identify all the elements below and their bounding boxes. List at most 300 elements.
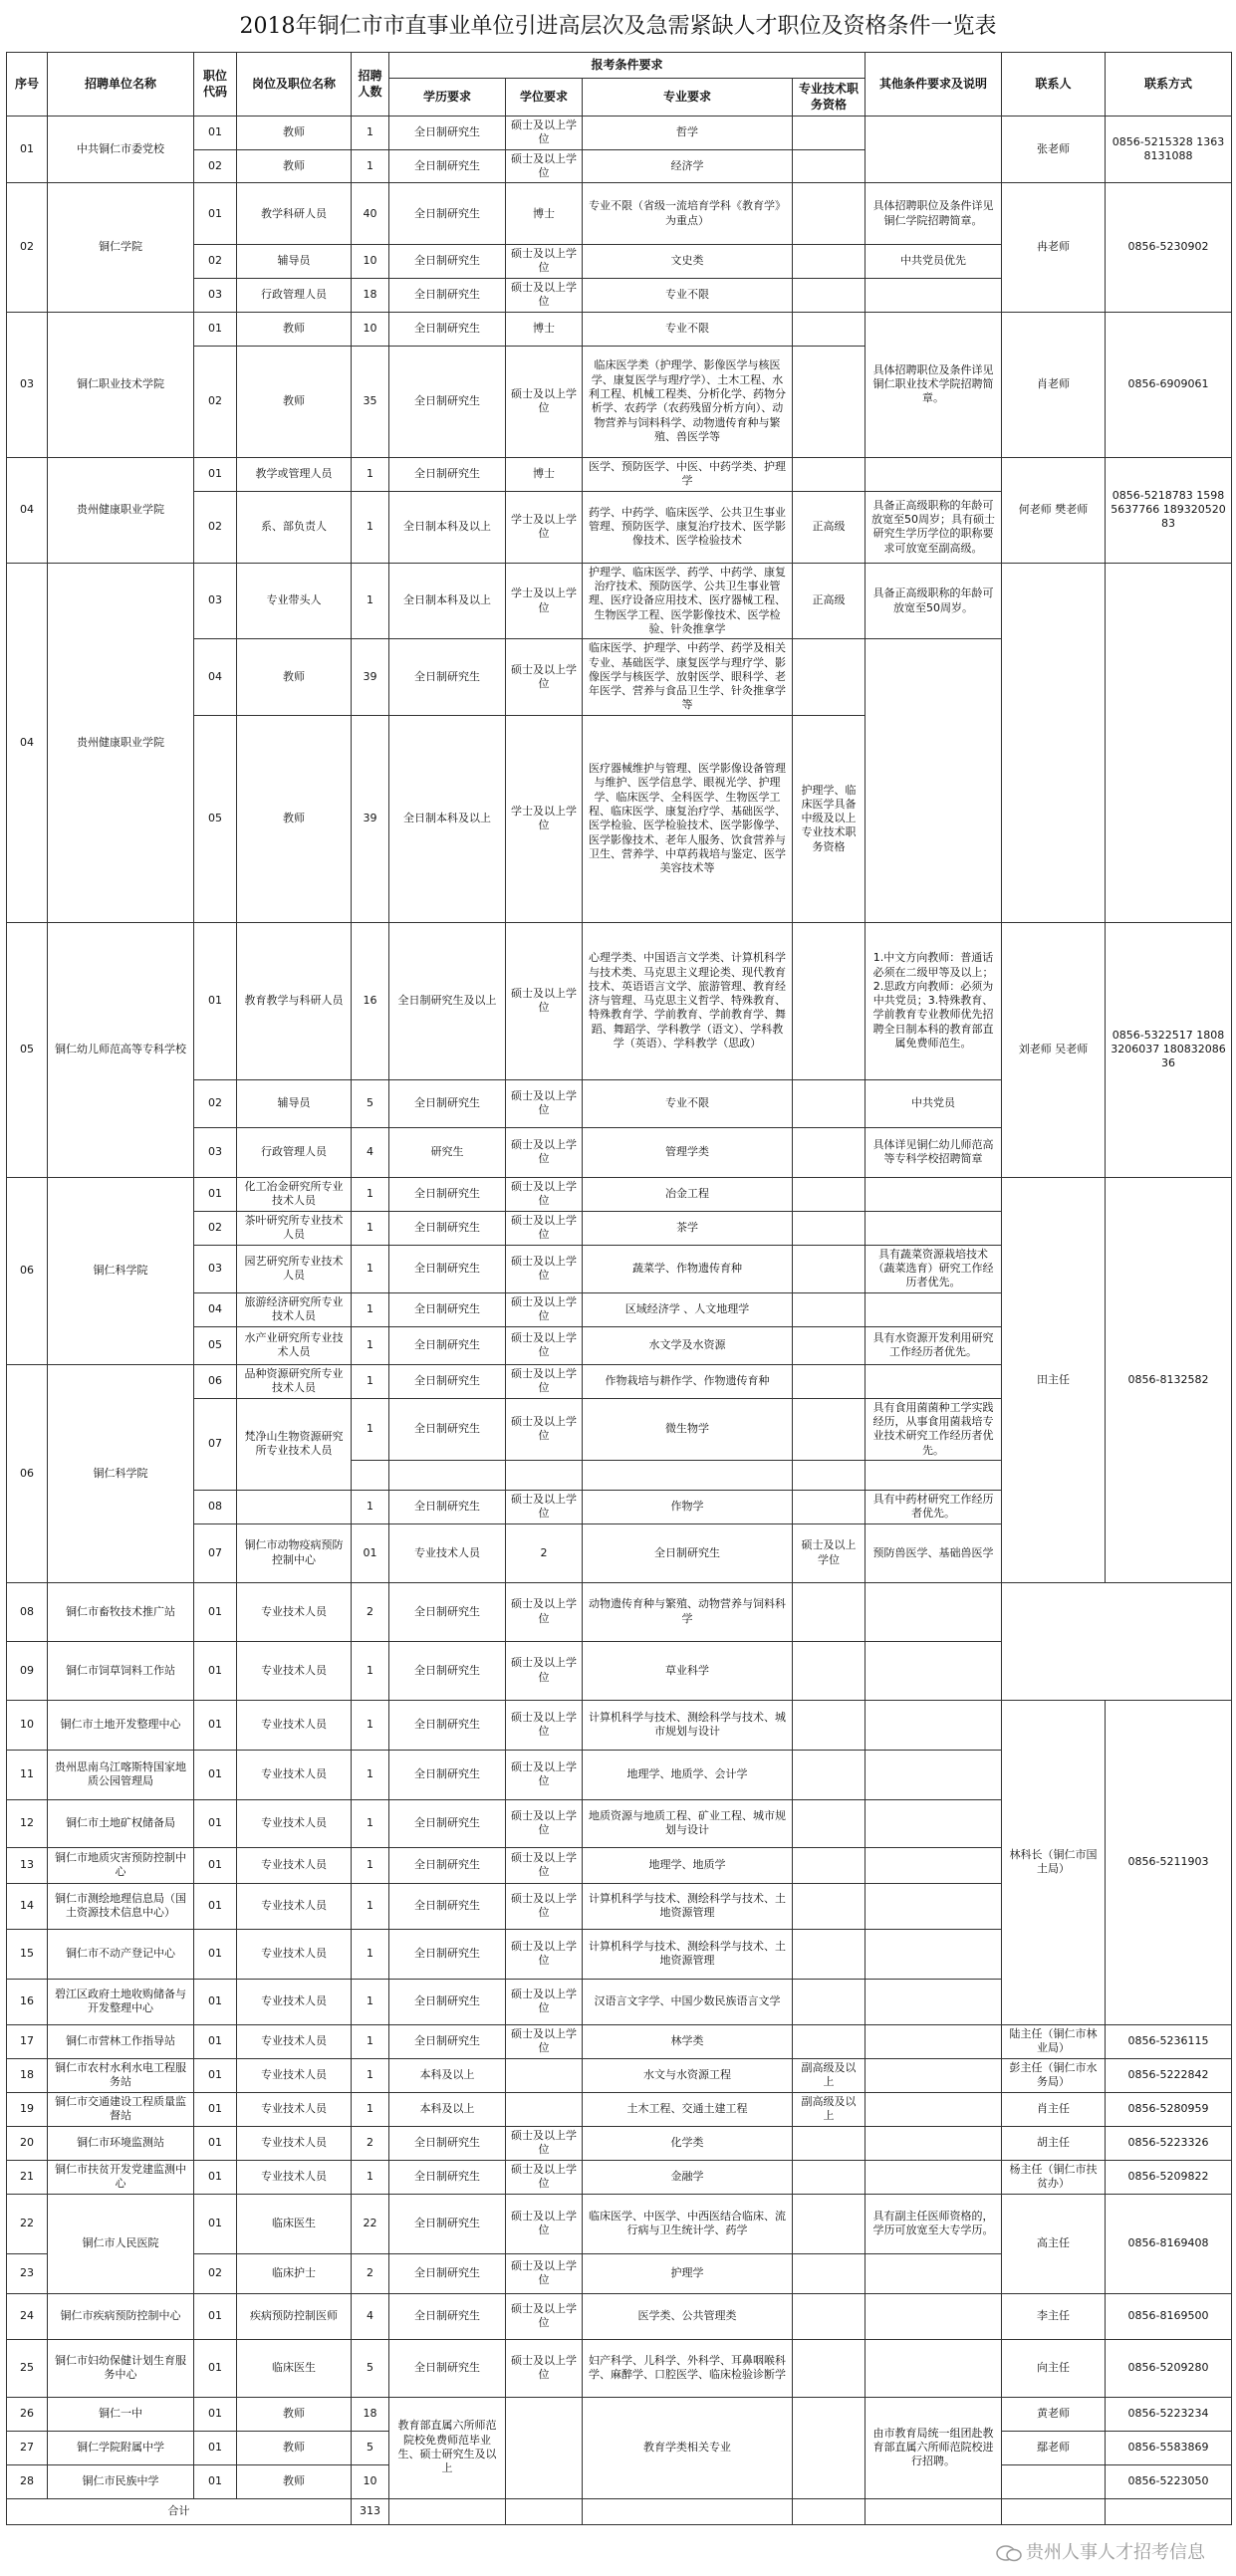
table-cell: 全日制研究生 bbox=[389, 1177, 506, 1211]
table-cell: 硕士及以上学位 bbox=[506, 1700, 583, 1750]
header-cell: 职位代码 bbox=[194, 53, 237, 117]
table-cell bbox=[793, 346, 865, 457]
table-cell bbox=[793, 1641, 865, 1700]
table-cell: 本科及以上 bbox=[389, 2092, 506, 2126]
table-cell bbox=[865, 2498, 1002, 2524]
table-cell bbox=[865, 457, 1002, 491]
table-cell: 硕士及以上学位 bbox=[506, 2194, 583, 2253]
table-row bbox=[7, 2092, 1232, 2126]
table-cell: 全日制研究生 bbox=[389, 1582, 506, 1641]
table-cell: 1 bbox=[352, 149, 389, 183]
table-cell: 杨主任（铜仁市扶贫办） bbox=[1002, 2160, 1106, 2194]
table-cell: 博士 bbox=[506, 312, 583, 346]
table-cell: 铜仁市农村水利水电工程服务站 bbox=[48, 2058, 194, 2092]
table-row bbox=[7, 312, 1232, 346]
table-cell bbox=[793, 2024, 865, 2058]
table-cell: 教师 bbox=[237, 2431, 352, 2464]
table-cell: 全日制研究生 bbox=[389, 1929, 506, 1979]
table-cell: 0856-5236115 bbox=[1106, 2024, 1232, 2058]
table-cell: 铜仁市营林工作指导站 bbox=[48, 2024, 194, 2058]
table-cell: 硕士及以上学位 bbox=[506, 278, 583, 312]
header-cell: 其他条件要求及说明 bbox=[865, 53, 1002, 117]
table-cell: 全日制研究生 bbox=[389, 2293, 506, 2339]
table-cell: 全日制研究生 bbox=[389, 245, 506, 279]
table-cell: 0856-5209280 bbox=[1106, 2339, 1232, 2397]
table-cell: 07 bbox=[194, 1523, 237, 1582]
table-cell: 全日制研究生 bbox=[389, 117, 506, 150]
table-cell: 10 bbox=[7, 1700, 48, 1750]
table-cell: 1 bbox=[352, 1398, 389, 1460]
table-cell: 28 bbox=[7, 2464, 48, 2498]
table-cell: 1 bbox=[352, 117, 389, 150]
table-cell: 02 bbox=[194, 2253, 237, 2293]
table-cell: 临床护士 bbox=[237, 2253, 352, 2293]
table-cell: 医学、预防医学、中医、中药学类、护理学 bbox=[583, 457, 793, 491]
table-cell: 0856-6909061 bbox=[1106, 312, 1232, 457]
table-row bbox=[7, 117, 1232, 150]
table-cell: 硕士及以上学位 bbox=[506, 1641, 583, 1700]
table-cell: 13 bbox=[7, 1847, 48, 1883]
table-cell: 何老师 樊老师 bbox=[1002, 457, 1106, 563]
table-cell bbox=[506, 2058, 583, 2092]
table-cell: 化工冶金研究所专业技术人员 bbox=[237, 1177, 352, 1211]
header-cell: 报考条件要求 bbox=[389, 53, 865, 79]
header-cell: 序号 bbox=[7, 53, 48, 117]
table-cell: 02 bbox=[194, 149, 237, 183]
table-row bbox=[7, 2194, 1232, 2253]
table-cell: 正高级 bbox=[793, 563, 865, 638]
header-cell: 岗位及职位名称 bbox=[237, 53, 352, 117]
table-cell: 全日制研究生 bbox=[389, 2160, 506, 2194]
table-cell: 经济学 bbox=[583, 149, 793, 183]
table-cell: 地理学、地质学、会计学 bbox=[583, 1750, 793, 1799]
table-cell: 蔬菜学、作物遗传育种 bbox=[583, 1245, 793, 1292]
table-cell: 正高级 bbox=[793, 491, 865, 563]
table-cell: 铜仁学院 bbox=[48, 183, 194, 313]
table-cell: 作物学 bbox=[583, 1490, 793, 1523]
table-cell: 土木工程、交通土建工程 bbox=[583, 2092, 793, 2126]
table-cell: 0856-8132582 bbox=[1106, 1177, 1232, 1582]
table-cell bbox=[865, 2293, 1002, 2339]
wechat-icon bbox=[996, 2544, 1022, 2562]
table-cell: 硕士及以上学位 bbox=[506, 1929, 583, 1979]
table-cell: 彭主任（铜仁市水务局） bbox=[1002, 2058, 1106, 2092]
table-cell: 硕士及以上学位 bbox=[506, 1750, 583, 1799]
table-cell: 田主任 bbox=[1002, 1177, 1106, 1582]
table-cell: 01 bbox=[194, 1750, 237, 1799]
table-cell bbox=[865, 1177, 1002, 1211]
table-cell bbox=[793, 1398, 865, 1460]
table-cell bbox=[793, 1127, 865, 1177]
table-cell: 园艺研究所专业技术人员 bbox=[237, 1245, 352, 1292]
table-cell: 教师 bbox=[237, 312, 352, 346]
table-cell: 全日制研究生及以上 bbox=[389, 922, 506, 1079]
table-cell: 全日制研究生 bbox=[389, 346, 506, 457]
table-cell: 辅导员 bbox=[237, 1079, 352, 1127]
table-cell: 水产业研究所专业技术人员 bbox=[237, 1326, 352, 1364]
table-cell: 08 bbox=[7, 1582, 48, 1641]
table-cell: 04 bbox=[194, 639, 237, 715]
table-cell: 教师 bbox=[237, 715, 352, 922]
table-cell bbox=[389, 2498, 506, 2524]
table-cell: 02 bbox=[7, 183, 48, 313]
table-cell: 铜仁市环境监测站 bbox=[48, 2126, 194, 2160]
table-cell: 全日制研究生 bbox=[389, 2126, 506, 2160]
table-cell: 01 bbox=[194, 2058, 237, 2092]
table-cell: 专业技术人员 bbox=[237, 2092, 352, 2126]
table-cell: 张老师 bbox=[1002, 117, 1106, 183]
table-cell: 水文与水资源工程 bbox=[583, 2058, 793, 2092]
table-row bbox=[7, 2339, 1232, 2397]
table-cell: 本科及以上 bbox=[389, 2058, 506, 2092]
table-cell: 1 bbox=[352, 457, 389, 491]
table-row bbox=[7, 2126, 1232, 2160]
table-cell: 01 bbox=[194, 2092, 237, 2126]
table-cell: 01 bbox=[194, 922, 237, 1079]
table-cell: 21 bbox=[7, 2160, 48, 2194]
table-cell bbox=[793, 2194, 865, 2253]
table-cell: 01 bbox=[194, 1883, 237, 1929]
table-cell: 护理学、临床医学具备中级及以上专业技术职务资格 bbox=[793, 715, 865, 922]
table-cell bbox=[793, 1079, 865, 1127]
table-cell: 计算机科学与技术、测绘科学与技术、土地资源管理 bbox=[583, 1883, 793, 1929]
table-cell bbox=[793, 1979, 865, 2024]
table-cell: 硕士及以上学位 bbox=[506, 1079, 583, 1127]
table-cell: 0856-5218783 15985637766 18932052083 bbox=[1106, 457, 1232, 563]
table-cell: 全日制本科及以上 bbox=[389, 563, 506, 638]
table-cell: 01 bbox=[7, 117, 48, 183]
table-cell bbox=[793, 1582, 865, 1641]
table-cell: 05 bbox=[194, 1326, 237, 1364]
table-cell bbox=[389, 1460, 506, 1490]
table-cell: 0856-5223050 bbox=[1106, 2464, 1232, 2498]
table-cell: 铜仁市疾病预防控制中心 bbox=[48, 2293, 194, 2339]
table-row bbox=[7, 922, 1232, 1079]
table-cell: 中共党员优先 bbox=[865, 245, 1002, 279]
table-cell: 03 bbox=[194, 278, 237, 312]
table-cell bbox=[793, 1364, 865, 1398]
table-cell: 全日制研究生 bbox=[389, 639, 506, 715]
table-cell: 0856-5211903 bbox=[1106, 1700, 1232, 2024]
table-cell bbox=[506, 2397, 583, 2498]
table-cell bbox=[793, 922, 865, 1079]
table-cell: 全日制研究生 bbox=[389, 2339, 506, 2397]
table-cell: 行政管理人员 bbox=[237, 278, 352, 312]
table-cell: 副高级及以上 bbox=[793, 2092, 865, 2126]
table-cell: 全日制研究生 bbox=[389, 1883, 506, 1929]
table-cell: 全日制研究生 bbox=[389, 1292, 506, 1326]
table-cell: 全日制研究生 bbox=[389, 1211, 506, 1245]
table-cell bbox=[865, 1929, 1002, 1979]
table-cell: 专业不限 bbox=[583, 1079, 793, 1127]
table-cell: 1 bbox=[352, 2024, 389, 2058]
table-cell bbox=[865, 1292, 1002, 1326]
table-cell: 硕士及以上学位 bbox=[506, 2253, 583, 2293]
table-row bbox=[7, 1582, 1232, 1641]
table-cell: 5 bbox=[352, 2431, 389, 2464]
table-cell: 专业技术人员 bbox=[237, 1979, 352, 2024]
table-cell bbox=[506, 2092, 583, 2126]
table-cell: 全日制研究生 bbox=[389, 1398, 506, 1460]
table-cell: 4 bbox=[352, 2293, 389, 2339]
table-cell bbox=[865, 2339, 1002, 2397]
table-cell: 系、部负责人 bbox=[237, 491, 352, 563]
table-cell: 专业不限（省级一流培育学科《教育学》为重点） bbox=[583, 183, 793, 245]
table-cell: 硕士及以上学位 bbox=[506, 1847, 583, 1883]
table-cell: 专业技术人员 bbox=[237, 2160, 352, 2194]
table-cell: 05 bbox=[7, 922, 48, 1177]
table-cell: 0856-5280959 bbox=[1106, 2092, 1232, 2126]
table-cell: 全日制研究生 bbox=[389, 2194, 506, 2253]
table-cell: 01 bbox=[194, 2339, 237, 2397]
table-cell: 草业科学 bbox=[583, 1641, 793, 1700]
table-cell: 全日制研究生 bbox=[389, 1326, 506, 1364]
table-cell bbox=[865, 1799, 1002, 1847]
table-cell: 铜仁市饲草饲料工作站 bbox=[48, 1641, 194, 1700]
table-cell: 管理学类 bbox=[583, 1127, 793, 1177]
table-cell: 06 bbox=[194, 1364, 237, 1398]
table-cell: 辅导员 bbox=[237, 245, 352, 279]
table-cell: 0856-5223234 bbox=[1106, 2397, 1232, 2431]
table-cell: 茶叶研究所专业技术人员 bbox=[237, 1211, 352, 1245]
table-cell: 文史类 bbox=[583, 245, 793, 279]
table-cell: 教师 bbox=[237, 2397, 352, 2431]
table-cell: 肖老师 bbox=[1002, 312, 1106, 457]
table-cell: 林学类 bbox=[583, 2024, 793, 2058]
table-cell: 地理学、地质学 bbox=[583, 1847, 793, 1883]
table-cell bbox=[865, 1883, 1002, 1929]
table-cell: 硕士及以上学位 bbox=[793, 1523, 865, 1582]
table-cell: 硕士及以上学位 bbox=[506, 2160, 583, 2194]
table-cell: 教师 bbox=[237, 117, 352, 150]
table-cell: 行政管理人员 bbox=[237, 1127, 352, 1177]
table-cell: 18 bbox=[7, 2058, 48, 2092]
table-cell: 铜仁市测绘地理信息局（国土资源技术信息中心） bbox=[48, 1883, 194, 1929]
table-cell: 由市教育局统一组团赴教育部直属六所师范院校进行招聘。 bbox=[865, 2397, 1002, 2498]
table-cell: 全日制研究生 bbox=[389, 1079, 506, 1127]
table-cell: 具有水资源开发利用研究工作经历者优先。 bbox=[865, 1326, 1002, 1364]
table-cell: 1 bbox=[352, 2092, 389, 2126]
table-cell: 区域经济学 、人文地理学 bbox=[583, 1292, 793, 1326]
table-cell bbox=[793, 1326, 865, 1364]
table-cell: 19 bbox=[7, 2092, 48, 2126]
table-cell: 01 bbox=[194, 2160, 237, 2194]
table-cell: 铜仁学院附属中学 bbox=[48, 2431, 194, 2464]
table-cell: 5 bbox=[352, 2339, 389, 2397]
table-cell: 金融学 bbox=[583, 2160, 793, 2194]
table-cell bbox=[865, 1700, 1002, 1750]
table-cell bbox=[1002, 2498, 1106, 2524]
table-row bbox=[7, 183, 1232, 245]
table-cell: 17 bbox=[7, 2024, 48, 2058]
table-cell bbox=[1002, 563, 1106, 922]
table-cell: 全日制研究生 bbox=[389, 278, 506, 312]
table-cell: 1 bbox=[352, 1211, 389, 1245]
table-cell: 作物栽培与耕作学、作物遗传育种 bbox=[583, 1364, 793, 1398]
table-cell: 专业不限 bbox=[583, 312, 793, 346]
table-cell: 硕士及以上学位 bbox=[506, 2126, 583, 2160]
table-cell: 1 bbox=[352, 1292, 389, 1326]
table-cell: 林科长（铜仁市国土局） bbox=[1002, 1700, 1106, 2024]
table-cell: 肖主任 bbox=[1002, 2092, 1106, 2126]
table-cell: 23 bbox=[7, 2253, 48, 2293]
table-cell: 2 bbox=[352, 2126, 389, 2160]
table-cell: 冉老师 bbox=[1002, 183, 1106, 313]
table-cell: 妇产科学、儿科学、外科学、耳鼻咽喉科学、麻醉学、口腔医学、临床检验诊断学 bbox=[583, 2339, 793, 2397]
table-cell: 心理学类、中国语言文学类、计算机科学与技术类、马克思主义理论类、现代教育技术、英语语言文学、旅游管理、教育经济与管理、马克思主义哲学、特殊教育、特殊教育学、学前教育、学前教育学、舞蹈、舞蹈学、学科教学（语文）、学科教学（英语）、学科教学（思政） bbox=[583, 922, 793, 1079]
table-cell: 硕士及以上学位 bbox=[506, 2339, 583, 2397]
table-cell bbox=[793, 1460, 865, 1490]
table-cell: 01 bbox=[194, 2024, 237, 2058]
table-cell: 5 bbox=[352, 1079, 389, 1127]
table-cell: 具有中药材研究工作经历者优先。 bbox=[865, 1490, 1002, 1523]
document-title: 2018年铜仁市市直事业单位引进高层次及急需紧缺人才职位及资格条件一览表 bbox=[239, 14, 997, 39]
table-cell: 03 bbox=[194, 1245, 237, 1292]
table-cell: 01 bbox=[194, 2431, 237, 2464]
watermark: 贵州人事人才招考信息 bbox=[996, 2539, 1225, 2567]
table-cell: 08 bbox=[194, 1490, 237, 1523]
table-cell: 汉语言文字学、中国少数民族语言文学 bbox=[583, 1979, 793, 2024]
table-cell: 硕士及以上学位 bbox=[506, 149, 583, 183]
table-cell: 硕士及以上学位 bbox=[506, 1398, 583, 1460]
table-cell: 预防兽医学、基础兽医学 bbox=[865, 1523, 1002, 1582]
table-cell: 全日制研究生 bbox=[389, 1364, 506, 1398]
table-row bbox=[7, 1700, 1232, 1750]
table-cell: 铜仁科学院 bbox=[48, 1364, 194, 1582]
table-cell: 全日制研究生 bbox=[389, 1641, 506, 1700]
table-cell bbox=[793, 1245, 865, 1292]
table-cell: 高主任 bbox=[1002, 2194, 1106, 2293]
table-cell: 16 bbox=[7, 1979, 48, 2024]
table-cell: 01 bbox=[194, 2464, 237, 2498]
table-cell bbox=[793, 2126, 865, 2160]
table-cell bbox=[793, 117, 865, 150]
table-cell: 教学科研人员 bbox=[237, 183, 352, 245]
table-cell bbox=[865, 2092, 1002, 2126]
table-cell: 教师 bbox=[237, 149, 352, 183]
table-cell: 硕士及以上学位 bbox=[506, 1883, 583, 1929]
table-cell bbox=[865, 1460, 1002, 1490]
table-cell: 01 bbox=[194, 2293, 237, 2339]
table-cell: 临床医学、护理学、中药学、药学及相关专业、基础医学、康复医学与理疗学、影像医学与核医学、放射医学、眼科学、老年医学、营养与食品卫生学、针灸推拿学等 bbox=[583, 639, 793, 715]
table-cell: 1 bbox=[352, 1847, 389, 1883]
table-cell: 护理学、临床医学、药学、中药学、康复治疗技术、预防医学、公共卫生事业管理、医疗设备应用技术、医疗器械工程、生物医学工程、医学影像技术、医学检验、针灸推拿学 bbox=[583, 563, 793, 638]
table-cell: 02 bbox=[194, 346, 237, 457]
table-cell: 05 bbox=[194, 715, 237, 922]
table-cell: 01 bbox=[194, 1641, 237, 1700]
table-cell: 临床医学、中医学、中西医结合临床、流行病与卫生统计学、药学 bbox=[583, 2194, 793, 2253]
table-cell: 04 bbox=[7, 457, 48, 563]
table-cell: 硕士及以上学位 bbox=[506, 1211, 583, 1245]
table-cell: 李主任 bbox=[1002, 2293, 1106, 2339]
table-cell: 01 bbox=[194, 2397, 237, 2431]
table-cell: 博士 bbox=[506, 457, 583, 491]
table-cell: 1 bbox=[352, 1364, 389, 1398]
table-row bbox=[7, 2160, 1232, 2194]
table-cell bbox=[865, 2058, 1002, 2092]
table-cell: 护理学 bbox=[583, 2253, 793, 2293]
table-cell: 哲学 bbox=[583, 117, 793, 150]
table-cell bbox=[583, 2498, 793, 2524]
table-cell bbox=[352, 1460, 389, 1490]
table-cell: 39 bbox=[352, 639, 389, 715]
table-cell: 12 bbox=[7, 1799, 48, 1847]
table-cell: 01 bbox=[194, 1929, 237, 1979]
table-cell bbox=[793, 2253, 865, 2293]
table-cell: 全日制研究生 bbox=[389, 312, 506, 346]
table-cell: 0856-8169500 bbox=[1106, 2293, 1232, 2339]
table-cell: 1 bbox=[352, 1326, 389, 1364]
table-cell: 微生物学 bbox=[583, 1398, 793, 1460]
table-cell: 01 bbox=[194, 457, 237, 491]
table-cell: 专业技术人员 bbox=[237, 1883, 352, 1929]
table-row bbox=[7, 2058, 1232, 2092]
table-cell: 01 bbox=[194, 312, 237, 346]
table-cell: 贵州健康职业学院 bbox=[48, 457, 194, 563]
table-cell: 全日制研究生 bbox=[389, 149, 506, 183]
table-cell: 40 bbox=[352, 183, 389, 245]
table-cell: 18 bbox=[352, 278, 389, 312]
table-cell: 硕士及以上学位 bbox=[506, 1177, 583, 1211]
table-cell bbox=[793, 2339, 865, 2397]
table-cell: 22 bbox=[352, 2194, 389, 2253]
table-cell: 06 bbox=[7, 1177, 48, 1364]
table-cell bbox=[865, 278, 1002, 312]
table-cell: 硕士及以上学位 bbox=[506, 245, 583, 279]
table-cell bbox=[793, 183, 865, 245]
table-cell bbox=[865, 1750, 1002, 1799]
table-cell bbox=[1002, 2464, 1106, 2498]
table-cell: 2 bbox=[506, 1523, 583, 1582]
table-cell bbox=[865, 2160, 1002, 2194]
table-cell: 全日制研究生 bbox=[389, 1700, 506, 1750]
table-cell: 1.中文方向教师：普通话必须在二级甲等及以上；2.思政方向教师：必须为中共党员；3.特殊教育、学前教育专业教师优先招聘全日制本科的教育部直属免费师范生。 bbox=[865, 922, 1002, 1079]
table-cell: 铜仁市土地开发整理中心 bbox=[48, 1700, 194, 1750]
table-cell: 水文学及水资源 bbox=[583, 1326, 793, 1364]
table-cell bbox=[865, 1364, 1002, 1398]
table-cell: 10 bbox=[352, 2464, 389, 2498]
table-cell: 4 bbox=[352, 1127, 389, 1177]
table-cell: 35 bbox=[352, 346, 389, 457]
table-cell: 教师 bbox=[237, 639, 352, 715]
table-cell: 10 bbox=[352, 312, 389, 346]
table-cell bbox=[793, 1490, 865, 1523]
table-cell bbox=[793, 2160, 865, 2194]
table-cell bbox=[793, 278, 865, 312]
table-cell: 胡主任 bbox=[1002, 2126, 1106, 2160]
table-cell: 副高级及以上 bbox=[793, 2058, 865, 2092]
table-cell bbox=[793, 1211, 865, 1245]
table-cell: 04 bbox=[7, 563, 48, 922]
table-cell: 硕士及以上学位 bbox=[506, 1326, 583, 1364]
table-cell bbox=[865, 2253, 1002, 2293]
table-cell bbox=[865, 2126, 1002, 2160]
table-cell: 硕士及以上学位 bbox=[506, 1979, 583, 2024]
table-cell: 铜仁幼儿师范高等专科学校 bbox=[48, 922, 194, 1177]
table-cell: 02 bbox=[194, 1079, 237, 1127]
table-cell: 全日制研究生 bbox=[583, 1523, 793, 1582]
table-cell: 01 bbox=[194, 1979, 237, 2024]
table-cell bbox=[793, 639, 865, 715]
table-cell: 铜仁市不动产登记中心 bbox=[48, 1929, 194, 1979]
table-cell: 02 bbox=[194, 245, 237, 279]
table-cell: 专业技术人员 bbox=[237, 1700, 352, 1750]
table-cell: 313 bbox=[352, 2498, 389, 2524]
table-row bbox=[7, 1641, 1232, 1700]
table-cell bbox=[793, 245, 865, 279]
table-cell: 博士 bbox=[506, 183, 583, 245]
table-cell: 品种资源研究所专业技术人员 bbox=[237, 1364, 352, 1398]
